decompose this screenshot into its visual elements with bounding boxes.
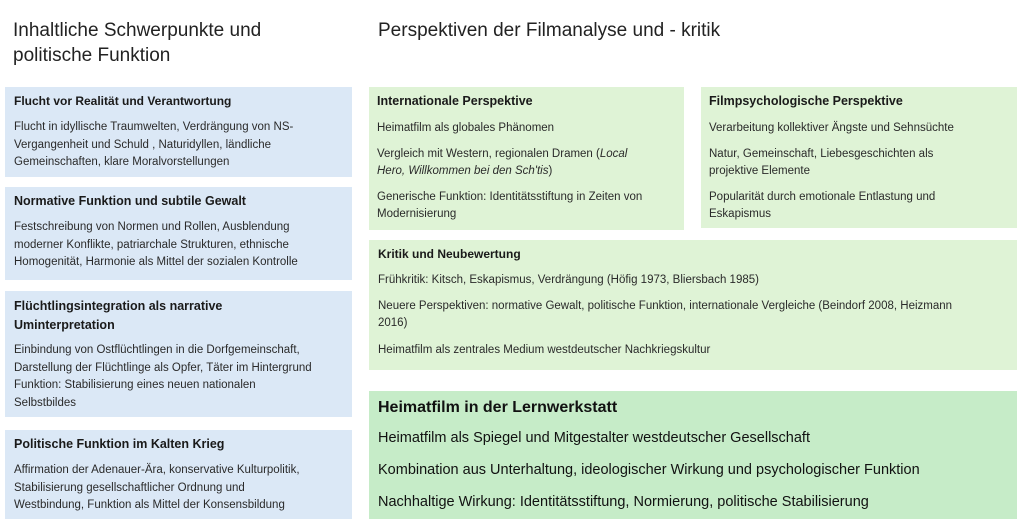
- left-heading-line-1: Inhaltliche Schwerpunkte und: [13, 20, 262, 41]
- box-text-1: Heimatfilm als Spiegel und Mitgestalter westdeutscher Gesellschaft: [378, 430, 810, 446]
- box-text-1: Frühkritik: Kitsch, Eskapismus, Verdrängung (Höfig 1973, Bliersbach 1985): [378, 274, 759, 286]
- box-title: Flüchtlingsintegration als narrative Uminterpretation: [14, 299, 223, 332]
- box-text: Flucht in idyllische Traumwelten, Verdrängung von NS- Vergangenheit und Schuld , Naturidyllen, ländliche Gemeinschaften, klare Moralvorstellungen: [14, 121, 294, 168]
- box-text-2: Kombination aus Unterhaltung, ideologischer Wirkung und psychologischer Funktion: [378, 462, 920, 478]
- left-heading: [13, 18, 261, 68]
- box-text-1: Heimatfilm als globales Phänomen: [377, 122, 555, 134]
- box-text: Einbindung von Ostflüchtlingen in die Dorfgemeinschaft, Darstellung der Flüchtlinge als Opfer, Täter im Hintergrund Funktion: Stabilisierung eines neuen nationalen Selbstbildes: [14, 344, 312, 409]
- box-text-3: Heimatfilm als zentrales Medium westdeutscher Nachkriegskultur: [378, 343, 711, 356]
- box-title: Heimatfilm in der Lernwerkstatt: [378, 399, 618, 416]
- box-title: Flucht vor Realität und Verantwortung: [14, 94, 232, 108]
- box-text-3: Generische Funktion: Identitätsstiftung in Zeiten von Modernisierung: [377, 190, 643, 220]
- box-kalter-krieg: [5, 430, 352, 519]
- box-normative-funktion: [5, 187, 352, 280]
- box-text-2: Vergleich mit Western, regionalen Dramen (Local Hero, Willkommen bei den Sch'tis): [377, 147, 628, 177]
- box-filmpsychologische-perspektive: [701, 87, 1017, 228]
- box-text-1: Verarbeitung kollektiver Ängste und Sehnsüchte: [709, 122, 954, 134]
- box-text: Festschreibung von Normen und Rollen, Ausblendung moderner Konflikte, patriarchale Strukturen, ethnische Homogenität, Harmonie als Mittel der sozialen Kontrolle: [14, 221, 298, 268]
- box-kritik-und-neubewertung: [369, 240, 1017, 370]
- box-text-3: Nachhaltige Wirkung: Identitätsstiftung, Normierung, politische Stabilisierung: [378, 494, 869, 510]
- box-title: Normative Funktion und subtile Gewalt: [14, 194, 246, 208]
- box-title: Politische Funktion im Kalten Krieg: [14, 437, 225, 451]
- box-fluechtlingsintegration: [5, 291, 352, 417]
- box-title: Filmpsychologische Perspektive: [709, 94, 903, 108]
- right-heading: Perspektiven der Filmanalyse und - kritik: [378, 20, 721, 41]
- left-heading-line-2: politische Funktion: [13, 45, 171, 66]
- box-text-3: Popularität durch emotionale Entlastung und Eskapismus: [709, 190, 936, 220]
- box-title: Internationale Perspektive: [377, 94, 533, 108]
- box-heimatfilm-lernwerkstatt: [369, 391, 1017, 519]
- box-text: Affirmation der Adenauer-Ära, konservative Kulturpolitik, Stabilisierung gesellschaftlicher Ordnung und Westbindung, Funktion als Mittel der Konsensbildung: [14, 464, 300, 511]
- box-text-2: Neuere Perspektiven: normative Gewalt, politische Funktion, internationale Vergleiche (Beindorf 2008, Heizmann 2016): [378, 299, 953, 329]
- box-flucht-vor-realitaet: [5, 87, 352, 177]
- box-internationale-perspektive: [369, 87, 684, 230]
- box-text-2: Natur, Gemeinschaft, Liebesgeschichten als projektive Elemente: [709, 147, 934, 177]
- box-title: Kritik und Neubewertung: [378, 247, 521, 261]
